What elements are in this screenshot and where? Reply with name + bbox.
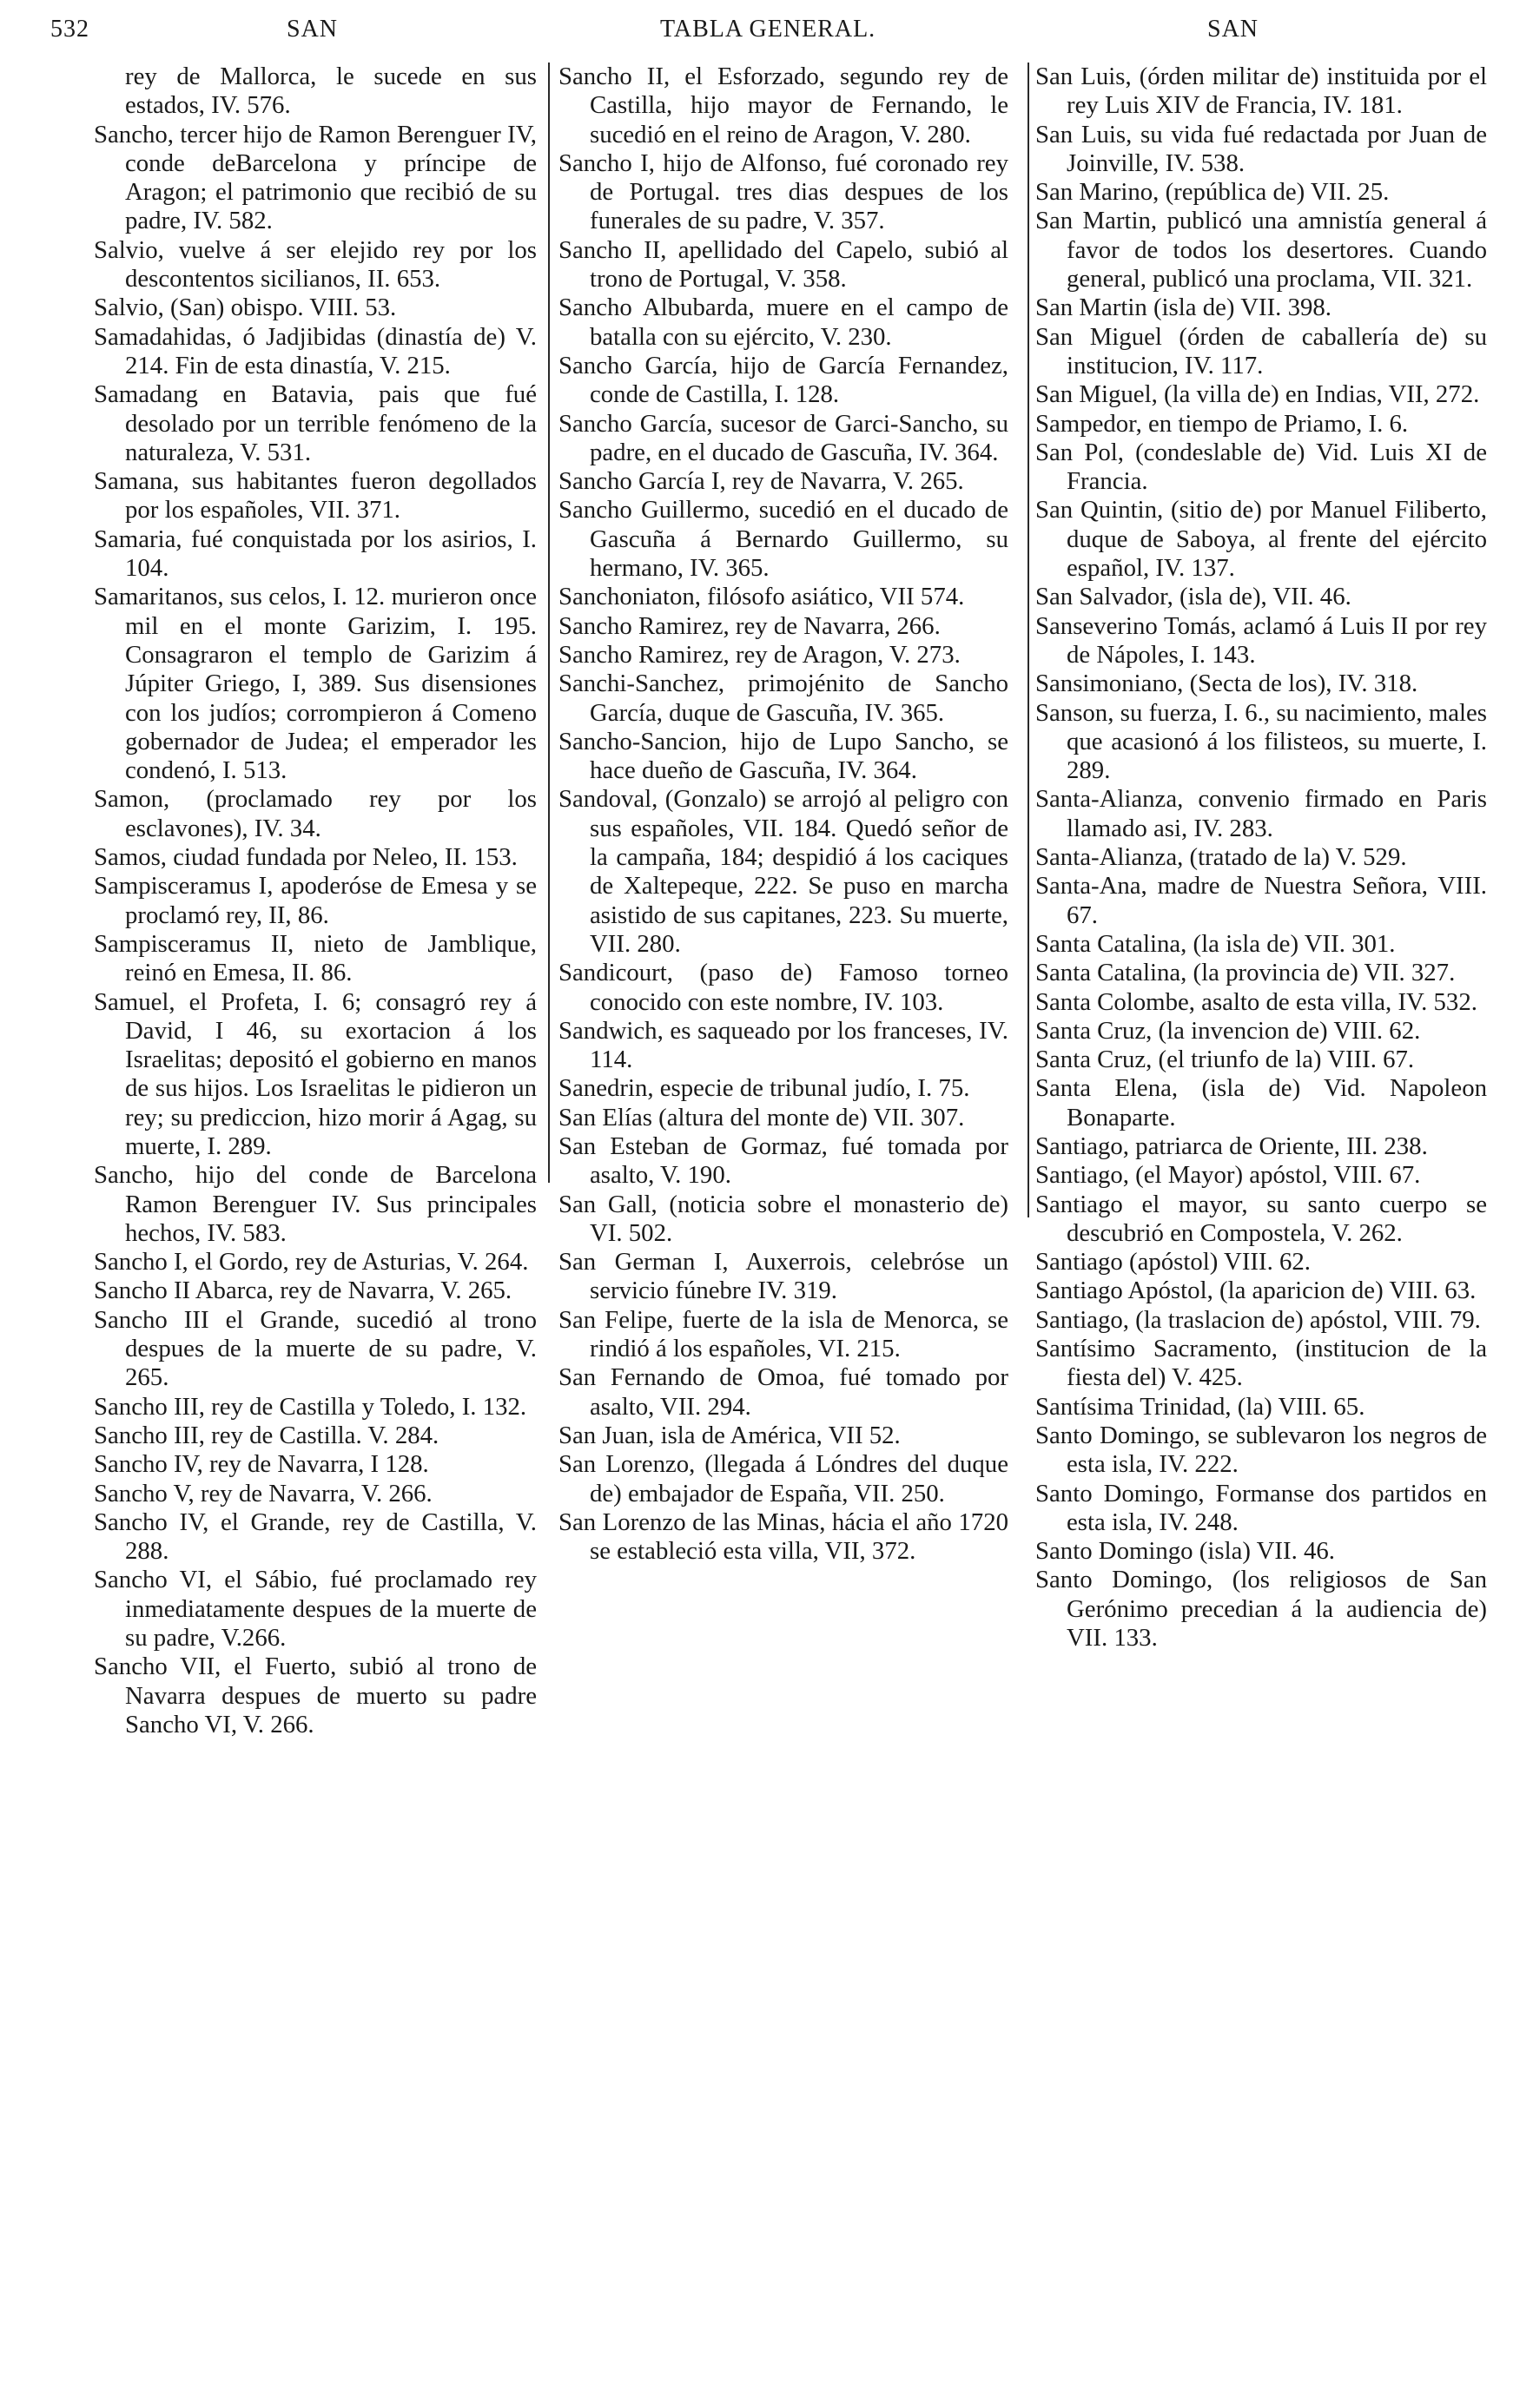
- index-entry: Santa Catalina, (la provincia de) VII. 327.: [1035, 959, 1456, 987]
- index-entry: Sancho, hijo del conde de Barcelona Ramon Berenguer IV. Sus principales hechos, IV. 583.: [94, 1161, 537, 1247]
- index-entry: Sanchoniaton, filósofo asiático, VII 574.: [558, 583, 965, 611]
- index-entry: Sanson, su fuerza, I. 6., su nacimiento, males que acasionó á los filisteos, su muerte, I. 289.: [1035, 698, 1487, 785]
- index-entry: Sanedrin, especie de tribunal judío, I. 75.: [558, 1074, 970, 1103]
- index-entry: Santa Cruz, (la invencion de) VIII. 62.: [1035, 1016, 1421, 1045]
- index-entry: San Fernando de Omoa, fué tomado por asalto, VII. 294.: [558, 1363, 1008, 1421]
- index-entry: San Lorenzo de las Minas, hácia el año 1720 se estableció esta villa, VII, 372.: [558, 1507, 1008, 1566]
- index-column-1: [94, 63, 537, 1739]
- index-entry: Samaria, fué conquistada por los asirios, I. 104.: [94, 524, 537, 583]
- index-entry: Sancho-Sancion, hijo de Lupo Sancho, se hace dueño de Gascuña, IV. 364.: [558, 727, 1008, 785]
- index-entry: Salvio, (San) obispo. VIII. 53.: [94, 294, 397, 322]
- index-entry: San Esteban de Gormaz, fué tomada por asalto, V. 190.: [558, 1131, 1008, 1190]
- column-divider: [1028, 63, 1029, 1217]
- index-entry: Sancho II, el Esforzado, segundo rey de Castilla, hijo mayor de Fernando, le sucedió en el reino de Aragon, V. 280.: [558, 63, 1008, 148]
- index-entry: Santiago, (el Mayor) apóstol, VIII. 67.: [1035, 1161, 1421, 1190]
- index-entry: Santiago, (la traslacion de) apóstol, VIII. 79.: [1035, 1305, 1481, 1334]
- index-entry: Sancho, tercer hijo de Ramon Berenguer IV, conde deBarcelona y príncipe de Aragon; el patrimonio que recibió de su padre, IV. 582.: [94, 120, 537, 235]
- index-entry: Samaritanos, sus celos, I. 12. murieron once mil en el monte Garizim, I. 195. Consagraron el templo de Garizim á Júpiter Griego, I, 389. Sus disensiones con los judíos; corrompieron á Comeno gobernador de Judea; el emperador les condenó, I. 513.: [94, 583, 537, 785]
- index-entry: Sancho II Abarca, rey de Navarra, V. 265.: [94, 1277, 512, 1305]
- index-entry: San Pol, (condeslable de) Vid. Luis XI de Francia.: [1035, 438, 1487, 496]
- index-entry: Sandwich, es saqueado por los franceses, IV. 114.: [558, 1016, 1008, 1074]
- index-entry: Sancho Albubarda, muere en el campo de batalla con su ejército, V. 230.: [558, 294, 1008, 351]
- index-entry: Santa Catalina, (la isla de) VII. 301.: [1035, 929, 1396, 958]
- index-entry: Samos, ciudad fundada por Neleo, II. 153.: [94, 843, 518, 872]
- index-entry: Sancho VII, el Fuerto, subió al trono de Navarra despues de muerto su padre Sancho VI, V. 266.: [94, 1653, 537, 1738]
- index-entry: San Gall, (noticia sobre el monasterio de) VI. 502.: [558, 1190, 1008, 1247]
- index-entry: Sancho I, hijo de Alfonso, fué coronado rey de Portugal. tres dias despues de los funerales de su padre, V. 357.: [558, 148, 1008, 235]
- index-entry: Sancho IV, el Grande, rey de Castilla, V. 288.: [94, 1507, 537, 1566]
- index-entry: Sancho IV, rey de Navarra, I 128.: [94, 1450, 429, 1479]
- index-entry: Sandoval, (Gonzalo) se arrojó al peligro con sus españoles, VII. 184. Quedó señor de la campaña, 184; despidió á los caciques de Xaltepeque, 222. Se puso en marcha asistido de sus capitanes, 223. Su muerte, VII. 280.: [558, 785, 1008, 958]
- index-column-2: [558, 63, 1008, 1566]
- index-entry: San Luis, (órden militar de) instituida por el rey Luis XIV de Francia, IV. 181.: [1035, 63, 1487, 120]
- index-entry: Samon, (proclamado rey por los esclavones), IV. 34.: [94, 785, 537, 842]
- index-entry: San Miguel, (la villa de) en Indias, VII, 272.: [1035, 380, 1480, 409]
- index-entry-continuation: rey de Mallorca, le sucede en sus estados, IV. 576.: [125, 63, 537, 120]
- index-entry: Samadang en Batavia, pais que fué desolado por un terrible fenómeno de la naturaleza, V. 531.: [94, 380, 537, 466]
- index-entry: Samadahidas, ó Jadjibidas (dinastía de) V. 214. Fin de esta dinastía, V. 215.: [94, 322, 537, 379]
- index-entry: Sancho V, rey de Navarra, V. 266.: [94, 1479, 433, 1507]
- index-entry: Sancho I, el Gordo, rey de Asturias, V. 264.: [94, 1248, 529, 1277]
- page-header: [0, 16, 1533, 59]
- index-entry: San Elías (altura del monte de) VII. 307.: [558, 1103, 965, 1131]
- index-entry: San Lorenzo, (llegada á Lóndres del duque de) embajador de España, VII. 250.: [558, 1450, 1008, 1507]
- index-entry: San Felipe, fuerte de la isla de Menorca, se rindió á los españoles, VI. 215.: [558, 1305, 1008, 1363]
- index-entry: Sampedor, en tiempo de Priamo, I. 6.: [1035, 409, 1409, 438]
- index-entry: Santa-Ana, madre de Nuestra Señora, VIII. 67.: [1035, 872, 1487, 929]
- index-entry: Santa Elena, (isla de) Vid. Napoleon Bonaparte.: [1035, 1074, 1487, 1131]
- index-entry: Santiago, patriarca de Oriente, III. 238.: [1035, 1131, 1428, 1160]
- left-running-head: SAN: [287, 16, 339, 43]
- index-entry: San Martin (isla de) VII. 398.: [1035, 294, 1331, 322]
- index-entry: Santísima Trinidad, (la) VIII. 65.: [1035, 1392, 1365, 1421]
- index-entry: Sancho García, sucesor de Garci-Sancho, su padre, en el ducado de Gascuña, IV. 364.: [558, 409, 1008, 466]
- index-entry: Santiago Apóstol, (la aparicion de) VIII. 63.: [1035, 1277, 1477, 1305]
- index-entry: Santa-Alianza, convenio firmado en Paris llamado asi, IV. 283.: [1035, 785, 1487, 842]
- index-entry: Sancho VI, el Sábio, fué proclamado rey inmediatamente despues de la muerte de su padre, V.266.: [94, 1566, 537, 1653]
- index-entry: Sandicourt, (paso de) Famoso torneo conocido con este nombre, IV. 103.: [558, 959, 1008, 1016]
- index-entry: Sanchi-Sanchez, primojénito de Sancho García, duque de Gascuña, IV. 365.: [558, 670, 1008, 727]
- index-entry: San Martin, publicó una amnistía general á favor de todos los desertores. Cuando general, publicó una proclama, VII. 321.: [1035, 207, 1487, 294]
- index-entry: Santo Domingo (isla) VII. 46.: [1035, 1537, 1336, 1566]
- index-entry: San Miguel (órden de caballería de) su institucion, IV. 117.: [1035, 322, 1487, 379]
- index-entry: Sancho Ramirez, rey de Navarra, 266.: [558, 611, 941, 640]
- index-entry: Sanseverino Tomás, aclamó á Luis II por rey de Nápoles, I. 143.: [1035, 611, 1487, 669]
- index-entry: Santiago (apóstol) VIII. 62.: [1035, 1248, 1311, 1277]
- index-entry: Sampisceramus II, nieto de Jamblique, reinó en Emesa, II. 86.: [94, 929, 537, 987]
- index-entry: Sancho II, apellidado del Capelo, subió al trono de Portugal, V. 358.: [558, 235, 1008, 294]
- index-entry: San Juan, isla de América, VII 52.: [558, 1421, 901, 1449]
- index-column-3: [1035, 63, 1487, 1653]
- page-number: 532: [50, 16, 89, 43]
- index-entry: Sancho III, rey de Castilla. V. 284.: [94, 1421, 439, 1449]
- index-entry: Sancho III, rey de Castilla y Toledo, I. 132.: [94, 1392, 527, 1421]
- index-entry: Sancho III el Grande, sucedió al trono despues de la muerte de su padre, V. 265.: [94, 1305, 537, 1392]
- center-running-head: TABLA GENERAL.: [660, 16, 876, 43]
- index-entry: Santiago el mayor, su santo cuerpo se descubrió en Compostela, V. 262.: [1035, 1190, 1487, 1247]
- index-entry: Sancho García I, rey de Navarra, V. 265.: [558, 467, 964, 496]
- index-entry: San Marino, (república de) VII. 25.: [1035, 178, 1390, 207]
- index-entry: San Salvador, (isla de), VII. 46.: [1035, 583, 1351, 611]
- index-entry: San Quintin, (sitio de) por Manuel Filiberto, duque de Saboya, al frente del ejército español, IV. 137.: [1035, 496, 1487, 583]
- index-entry: Santísimo Sacramento, (institucion de la fiesta del) V. 425.: [1035, 1335, 1487, 1392]
- index-entry: Santa-Alianza, (tratado de la) V. 529.: [1035, 843, 1407, 872]
- index-entry: Santa Colombe, asalto de esta villa, IV. 532.: [1035, 987, 1477, 1016]
- index-entry: Sampisceramus I, apoderóse de Emesa y se proclamó rey, II, 86.: [94, 872, 537, 929]
- index-entry: Sancho Ramirez, rey de Aragon, V. 273.: [558, 640, 961, 669]
- index-entry: Santo Domingo, Formanse dos partidos en esta isla, IV. 248.: [1035, 1479, 1487, 1536]
- index-entry: Santo Domingo, se sublevaron los negros de esta isla, IV. 222.: [1035, 1421, 1487, 1479]
- index-entry: Sansimoniano, (Secta de los), IV. 318.: [1035, 670, 1418, 698]
- index-entry: San Luis, su vida fué redactada por Juan de Joinville, IV. 538.: [1035, 120, 1487, 177]
- index-entry: Salvio, vuelve á ser elejido rey por los descontentos sicilianos, II. 653.: [94, 235, 537, 294]
- index-entry: San German I, Auxerrois, celebróse un servicio fúnebre IV. 319.: [558, 1248, 1008, 1305]
- right-running-head: SAN: [1207, 16, 1259, 43]
- column-divider: [548, 63, 550, 1183]
- index-entry: Samuel, el Profeta, I. 6; consagró rey á David, I 46, su exortacion á los Israelitas; depositó el gobierno en manos de sus hijos. Los Israelitas le pidieron un rey; su prediccion, hizo morir á Agag, su muerte, I. 289.: [94, 987, 537, 1160]
- index-entry: Sancho Guillermo, sucedió en el ducado de Gascuña á Bernardo Guillermo, su hermano, IV. 365.: [558, 496, 1008, 583]
- index-entry: Santa Cruz, (el triunfo de la) VIII. 67.: [1035, 1046, 1415, 1074]
- index-entry: Samana, sus habitantes fueron degollados por los españoles, VII. 371.: [94, 467, 537, 524]
- index-entry: Santo Domingo, (los religiosos de San Gerónimo precedian á la audiencia de) VII. 133.: [1035, 1566, 1487, 1653]
- index-entry: Sancho García, hijo de García Fernandez, conde de Castilla, I. 128.: [558, 351, 1008, 409]
